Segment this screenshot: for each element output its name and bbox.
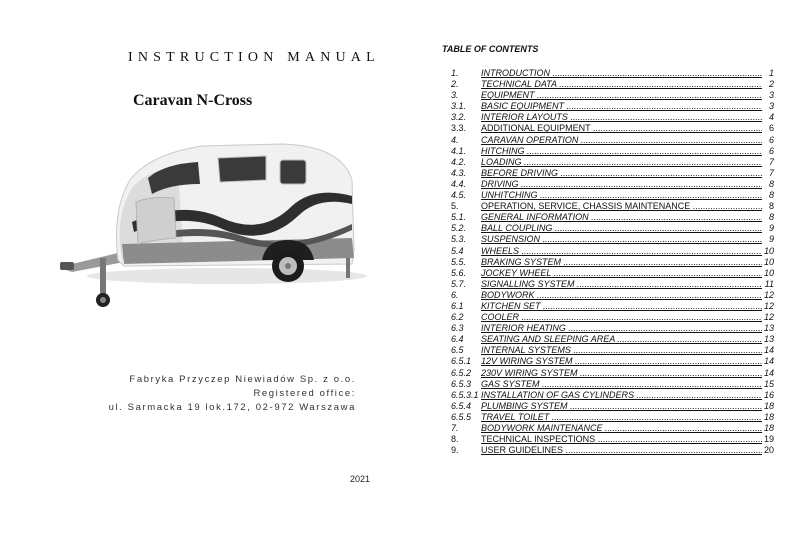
toc-entry-title[interactable]: INTERNAL SYSTEMS ..... [481,345,762,356]
toc-entry-number: 6.5.2 [451,367,472,378]
toc-entry-title[interactable]: SIGNALLING SYSTEM ..... [481,279,762,290]
toc-entry-number: 6.4 [451,334,464,345]
toc-entry-title[interactable]: 230V WIRING SYSTEM ..... [481,368,762,379]
toc-entry[interactable] [442,135,774,146]
toc-entry-number: 6.2 [451,312,464,323]
toc-entry-page: 4 [768,112,774,123]
toc-entry-number: 6. [451,289,459,300]
toc-entry-number: 3.1. [451,101,467,112]
toc-entry-page: 2 [768,79,774,90]
toc-entry-page: 9 [768,223,774,234]
toc-entry-number: 3. [451,90,459,101]
toc-entry-title[interactable]: TRAVEL TOILET ..... [481,412,762,423]
publication-year: 2021 [350,474,371,484]
toc-entry-number: 5.2. [451,223,467,234]
toc-entry-page: 8 [768,190,774,201]
toc-entry-number: 5.7. [451,278,467,289]
toc-entry[interactable] [442,201,774,212]
toc-entry-page: 16 [763,389,774,400]
toc-entry[interactable] [442,423,774,434]
toc-entry[interactable] [442,257,774,268]
company-office-label: Registered office: [253,388,356,399]
toc-entry-number: 4.4. [451,178,467,189]
toc-entry-title[interactable]: TECHNICAL INSPECTIONS ..... [481,434,762,445]
toc-entry-page: 7 [768,156,774,167]
toc-entry-title[interactable]: PLUMBING SYSTEM ..... [481,401,762,412]
toc-entry-page: 6 [768,134,774,145]
toc-entry-number: 7. [451,423,459,433]
toc-entry-number: 6.5.3.1 [451,389,479,400]
toc-entry-number: 5.3. [451,234,467,245]
toc-entry-number: 5.4 [451,245,464,256]
toc-entry-title[interactable]: GENERAL INFORMATION ..... [481,212,762,223]
manual-title: INSTRUCTION MANUAL [128,50,380,65]
toc-entry-number: 9. [451,445,459,456]
toc-entry-page: 15 [763,378,774,389]
toc-entry-title[interactable]: INSTALLATION OF GAS CYLINDERS ..... [481,390,762,401]
toc-entry-title[interactable]: COOLER ..... [481,312,762,323]
toc-entry[interactable] [442,79,774,90]
toc-entry-title[interactable]: JOCKEY WHEEL ..... [481,268,762,279]
toc-entry[interactable] [442,123,774,134]
toc-entry-page: 8 [768,201,774,212]
toc-entry-page: 10 [763,245,774,256]
toc-entry[interactable] [442,401,774,412]
toc-entry-title[interactable]: EQUIPMENT ..... [481,90,762,101]
toc-entry-title[interactable]: OPERATION, SERVICE, CHASSIS MAINTENANCE ..... [481,201,762,212]
toc-entry-title[interactable]: GAS SYSTEM ..... [481,379,762,390]
toc-entry-number: 5. [451,201,459,212]
toc-entry-number: 5.5. [451,256,467,267]
toc-entry[interactable] [442,279,774,290]
toc-entry-page: 3 [768,101,774,112]
toc-entry-title[interactable]: INTRODUCTION ..... [481,68,762,79]
toc-entry-number: 4.5. [451,190,467,201]
toc-entry-number: 4.2. [451,156,467,167]
toc-entry-number: 3.3. [451,123,467,134]
caravan-model-title: Caravan N-Cross [133,92,253,109]
toc-entry[interactable] [442,323,774,334]
toc-entry-page: 6 [768,123,774,134]
toc-entry-page: 14 [763,345,774,356]
toc-entry-page: 12 [763,300,774,311]
toc-entry-number: 6.5.3 [451,378,472,389]
toc-entry[interactable] [442,356,774,367]
toc-entry-number: 8. [451,434,459,445]
toc-entry-number: 6.1 [451,300,464,311]
toc-entry-number: 6.5.4 [451,400,472,411]
toc-entry-page: 6 [768,145,774,156]
toc-entry-page: 9 [768,234,774,245]
toc-entry-page: 12 [763,289,774,300]
toc-entry-page: 19 [763,434,774,445]
toc-entry[interactable] [442,90,774,101]
toc-entry[interactable] [442,334,774,345]
toc-entry-number: 1. [451,68,459,78]
toc-entry[interactable] [442,412,774,423]
toc-entry-title[interactable]: CARAVAN OPERATION ..... [481,135,762,146]
table-of-contents [442,44,774,456]
toc-entry-title[interactable]: KITCHEN SET ..... [481,301,762,312]
toc-entry[interactable] [442,379,774,390]
toc-entry-title[interactable]: BRAKING SYSTEM ..... [481,257,762,268]
company-address-line: ul. Sarmacka 19 lok.172, 02-972 Warszawa [108,402,356,413]
toc-entry-number: 4.1. [451,145,467,156]
toc-entry-number: 4. [451,134,459,145]
toc-entry-title[interactable]: BALL COUPLING ..... [481,223,762,234]
toc-entry-title[interactable]: BASIC EQUIPMENT ..... [481,101,762,112]
toc-entry[interactable] [442,157,774,168]
toc-entry-page: 13 [763,334,774,345]
toc-entry-title[interactable]: WHEELS ..... [481,246,762,257]
toc-entry-title[interactable]: SEATING AND SLEEPING AREA ..... [481,334,762,345]
toc-entry-number: 4.3. [451,167,467,178]
toc-entry-title[interactable]: DRIVING ..... [481,179,762,190]
toc-entry-page: 8 [768,212,774,223]
toc-entry-page: 1 [768,68,774,78]
company-name: Fabryka Przyczep Niewiadów Sp. z o.o. [129,374,356,385]
toc-entry[interactable] [442,390,774,401]
toc-entry[interactable] [442,168,774,179]
toc-entry[interactable] [442,234,774,245]
toc-entry-page: 8 [768,178,774,189]
toc-entry[interactable] [442,345,774,356]
toc-entry-title[interactable]: TECHNICAL DATA ..... [481,79,762,90]
toc-entry-page: 14 [763,356,774,367]
toc-entry-number: 5.1. [451,212,467,223]
toc-entry-page: 18 [763,423,774,433]
toc-entry-page: 20 [763,445,774,456]
toc-entry-page: 13 [763,323,774,334]
toc-entry-page: 7 [768,167,774,178]
toc-entry[interactable] [442,312,774,323]
toc-entry[interactable] [442,223,774,234]
toc-entry-title[interactable]: INTERIOR HEATING ..... [481,323,762,334]
toc-entry-title[interactable]: 12V WIRING SYSTEM ..... [481,356,762,367]
toc-entry-title[interactable]: ADDITIONAL EQUIPMENT ..... [481,123,762,134]
toc-entry-page: 3 [768,90,774,101]
toc-entry[interactable] [442,246,774,257]
toc-entry[interactable] [442,434,774,445]
toc-entry-title[interactable]: BEFORE DRIVING ..... [481,168,762,179]
toc-entry-page: 11 [764,278,774,289]
toc-entry-title[interactable]: USER GUIDELINES ..... [481,445,762,456]
toc-entry-title[interactable]: BODYWORK MAINTENANCE ..... [481,423,762,434]
toc-entry-page: 18 [763,400,774,411]
toc-entry[interactable] [442,368,774,379]
toc-entry-page: 10 [763,267,774,278]
toc-entry-number: 2. [451,79,459,90]
toc-entry-page: 12 [763,312,774,323]
toc-entry-page: 10 [763,256,774,267]
toc-entry[interactable] [442,290,774,301]
toc-entry-number: 3.2. [451,112,467,123]
toc-entry-title[interactable]: INTERIOR LAYOUTS ..... [481,112,762,123]
toc-entry-title[interactable]: BODYWORK ..... [481,290,762,301]
toc-entry[interactable] [442,445,774,456]
toc-entry-page: 14 [763,367,774,378]
toc-entry-number: 6.5 [451,345,464,356]
toc-entry[interactable] [442,146,774,157]
toc-heading: TABLE OF CONTENTS [442,44,539,54]
toc-entry[interactable] [442,112,774,123]
toc-entry[interactable] [442,179,774,190]
toc-entry-number: 6.5.1 [451,356,472,367]
toc-entry-number: 6.5.5 [451,411,472,422]
toc-entry-page: 18 [763,411,774,422]
toc-entry-number: 5.6. [451,267,467,278]
toc-entry-number: 6.3 [451,323,464,334]
toc-entry[interactable] [442,212,774,223]
toc-entry[interactable] [442,190,774,201]
toc-entry[interactable] [442,268,774,279]
toc-entry-title[interactable]: UNHITCHING ..... [481,190,762,201]
toc-entry-title[interactable]: LOADING ..... [481,157,762,168]
toc-entry-title[interactable]: SUSPENSION ..... [481,234,762,245]
toc-entry-title[interactable]: HITCHING ..... [481,146,762,157]
toc-entry[interactable] [442,101,774,112]
caravan-image [52,140,368,320]
toc-entry[interactable] [442,301,774,312]
toc-list [442,68,774,456]
company-address [109,373,356,415]
toc-entry[interactable] [442,68,774,79]
